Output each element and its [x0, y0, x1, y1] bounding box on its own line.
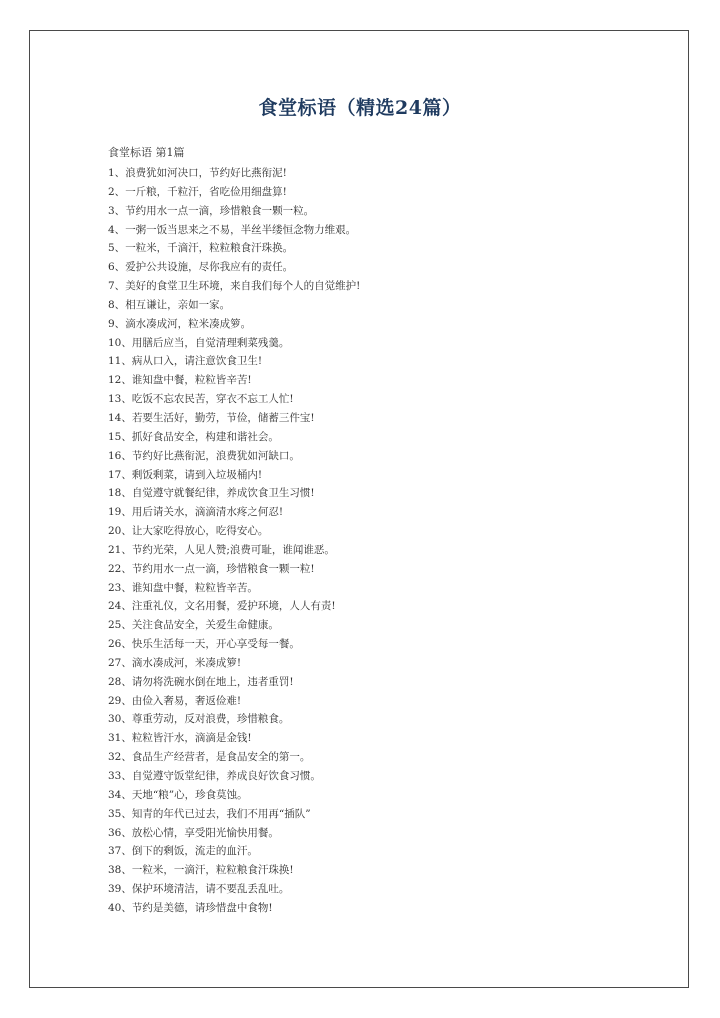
- slogan-number: 5、: [108, 242, 126, 255]
- slogan-item: [108, 221, 628, 240]
- slogan-item: [108, 277, 628, 296]
- slogan-item: [108, 710, 628, 729]
- slogan-number: 29、: [108, 694, 132, 707]
- slogan-item: [108, 371, 628, 390]
- slogan-text: 病从口入，请注意饮食卫生!: [131, 355, 263, 368]
- slogan-text: 浪费犹如河决口，节约好比燕衔泥!: [125, 167, 287, 179]
- slogan-number: 8、: [108, 298, 126, 311]
- slogan-number: 2、: [108, 185, 126, 198]
- slogan-text: 节约用水一点一滴，珍惜粮食一颗一粒。: [125, 204, 315, 217]
- slogan-item: [108, 428, 628, 447]
- slogan-text: 关注食品安全，关爱生命健康。: [131, 619, 279, 632]
- slogan-item: [108, 164, 628, 183]
- slogan-text: 谁知盘中餐，粒粒皆辛苦!: [131, 374, 252, 387]
- slogan-number: 31、: [108, 732, 132, 745]
- slogan-text: 放松心情，享受阳光愉快用餐。: [131, 826, 279, 839]
- slogan-number: 19、: [108, 506, 132, 519]
- slogan-item: [108, 202, 628, 221]
- slogan-text: 粒粒皆汗水，滴滴是金钱!: [131, 732, 252, 745]
- slogan-number: 4、: [108, 223, 126, 236]
- slogan-list: [108, 164, 628, 918]
- slogan-text: 一粒米，千滴汗，粒粒粮食汗珠换。: [125, 242, 294, 255]
- slogan-number: 27、: [108, 656, 132, 669]
- slogan-number: 16、: [108, 449, 132, 462]
- slogan-number: 7、: [108, 280, 126, 293]
- slogan-item: [108, 315, 628, 334]
- slogan-number: 33、: [108, 770, 132, 782]
- slogan-text: 谁知盘中餐，粒粒皆辛苦。: [131, 581, 258, 594]
- slogan-item: [108, 296, 628, 315]
- slogan-number: 18、: [108, 487, 132, 500]
- slogan-item: [108, 352, 628, 371]
- slogan-number: 32、: [108, 751, 132, 764]
- slogan-item: [108, 767, 628, 786]
- slogan-text: 让大家吃得放心，吃得安心。: [131, 525, 269, 538]
- slogan-item: [108, 183, 628, 202]
- slogan-text: 知青的年代已过去，我们不用再“插队”: [131, 807, 311, 820]
- slogan-item: [108, 692, 628, 711]
- slogan-item: [108, 334, 628, 353]
- slogan-text: 请勿将洗碗水倒在地上，违者重罚!: [131, 675, 294, 688]
- slogan-number: 30、: [108, 713, 132, 726]
- slogan-number: 11、: [108, 355, 132, 368]
- slogan-number: 22、: [108, 562, 132, 575]
- slogan-number: 24、: [108, 600, 132, 613]
- slogan-number: 34、: [108, 788, 132, 801]
- slogan-item: [108, 899, 628, 918]
- slogan-item: [108, 842, 628, 861]
- slogan-item: [108, 541, 628, 560]
- slogan-text: 注重礼仪，文名用餐，爱护环境，人人有责!: [131, 600, 336, 613]
- slogan-item: [108, 824, 628, 843]
- slogan-number: 40、: [108, 901, 132, 914]
- slogan-text: 滴水凑成河，粒米凑成箩。: [125, 317, 252, 330]
- slogan-item: [108, 258, 628, 277]
- slogan-number: 15、: [108, 430, 132, 443]
- slogan-item: [108, 805, 628, 824]
- slogan-text: 一粒米，一滴汗，粒粒粮食汗珠换!: [131, 864, 294, 877]
- slogan-number: 39、: [108, 883, 132, 896]
- slogan-item: [108, 786, 628, 805]
- slogan-text: 滴水凑成河，米凑成箩!: [131, 656, 242, 669]
- slogan-number: 25、: [108, 619, 132, 632]
- slogan-text: 自觉遵守饭堂纪律，养成良好饮食习惯。: [131, 770, 321, 782]
- slogan-number: 37、: [108, 845, 132, 858]
- slogan-text: 用后请关水，滴滴清水疼之何忍!: [131, 506, 284, 519]
- slogan-text: 节约用水一点一滴，珍惜粮食一颗一粒!: [131, 562, 315, 575]
- slogan-text: 由俭入奢易，奢返俭难!: [131, 694, 242, 707]
- slogan-item: [108, 560, 628, 579]
- slogan-number: 26、: [108, 638, 132, 651]
- slogan-number: 38、: [108, 864, 132, 877]
- slogan-number: 10、: [108, 336, 132, 349]
- slogan-item: [108, 748, 628, 767]
- slogan-text: 用膳后应当，自觉清理剩菜残羹。: [131, 336, 290, 349]
- slogan-text: 抓好食品安全，构建和谐社会。: [131, 430, 279, 443]
- slogan-text: 尊重劳动，反对浪费，珍惜粮食。: [131, 713, 290, 726]
- slogan-number: 9、: [108, 317, 126, 330]
- slogan-number: 17、: [108, 468, 132, 481]
- slogan-text: 食品生产经营者，是食品安全的第一。: [131, 751, 311, 764]
- slogan-item: [108, 597, 628, 616]
- slogan-text: 保护环境清洁，请不要乱丢乱吐。: [131, 883, 290, 896]
- slogan-text: 节约光荣，人见人赞;浪费可耻，谁闻谁恶。: [131, 543, 335, 556]
- slogan-text: 若要生活好，勤劳，节俭，储蓄三件宝!: [131, 411, 315, 424]
- slogan-number: 1、: [108, 167, 126, 179]
- slogan-item: [108, 484, 628, 503]
- slogan-item: [108, 522, 628, 541]
- slogan-text: 美好的食堂卫生环境，来自我们每个人的自觉维护!: [125, 280, 361, 293]
- slogan-item: [108, 729, 628, 748]
- slogan-number: 28、: [108, 675, 132, 688]
- slogan-item: [108, 390, 628, 409]
- slogan-text: 一斤粮，千粒汗，省吃俭用细盘算!: [125, 185, 287, 198]
- document-title: 食堂标语（精选24篇）: [258, 97, 462, 119]
- slogan-text: 吃饭不忘农民苦，穿衣不忘工人忙!: [131, 393, 294, 406]
- slogan-number: 13、: [108, 393, 132, 406]
- slogan-text: 倒下的剩饭，流走的血汗。: [131, 845, 258, 858]
- slogan-text: 一粥一饭当思来之不易，半丝半缕恒念物力维艰。: [125, 223, 357, 236]
- slogan-text: 天地“粮”心，珍食莫蚀。: [131, 788, 248, 801]
- slogan-item: [108, 861, 628, 880]
- slogan-item: [108, 654, 628, 673]
- slogan-text: 相互谦让，亲如一家。: [125, 298, 231, 311]
- slogan-item: [108, 880, 628, 899]
- slogan-item: [108, 673, 628, 692]
- slogan-item: [108, 239, 628, 258]
- slogan-number: 3、: [108, 204, 126, 217]
- slogan-item: [108, 616, 628, 635]
- slogan-text: 自觉遵守就餐纪律，养成饮食卫生习惯!: [131, 487, 315, 500]
- slogan-number: 14、: [108, 411, 132, 424]
- slogan-text: 节约是美德，请珍惜盘中食物!: [131, 901, 273, 914]
- slogan-number: 36、: [108, 826, 132, 839]
- slogan-text: 爱护公共设施，尽你我应有的责任。: [125, 261, 294, 274]
- slogan-number: 12、: [108, 374, 132, 387]
- slogan-number: 6、: [108, 261, 126, 274]
- slogan-item: [108, 503, 628, 522]
- slogan-number: 20、: [108, 525, 132, 538]
- slogan-number: 35、: [108, 807, 132, 820]
- slogan-number: 21、: [108, 543, 132, 556]
- slogan-item: [108, 579, 628, 598]
- slogan-item: [108, 409, 628, 428]
- slogan-text: 快乐生活每一天，开心享受每一餐。: [131, 638, 300, 651]
- section-heading: 食堂标语 第1篇: [108, 146, 185, 159]
- slogan-item: [108, 635, 628, 654]
- slogan-item: [108, 447, 628, 466]
- slogan-number: 23、: [108, 581, 132, 594]
- slogan-text: 剩饭剩菜，请到入垃圾桶内!: [131, 468, 263, 481]
- slogan-item: [108, 466, 628, 485]
- slogan-text: 节约好比燕衔泥，浪费犹如河缺口。: [131, 449, 300, 462]
